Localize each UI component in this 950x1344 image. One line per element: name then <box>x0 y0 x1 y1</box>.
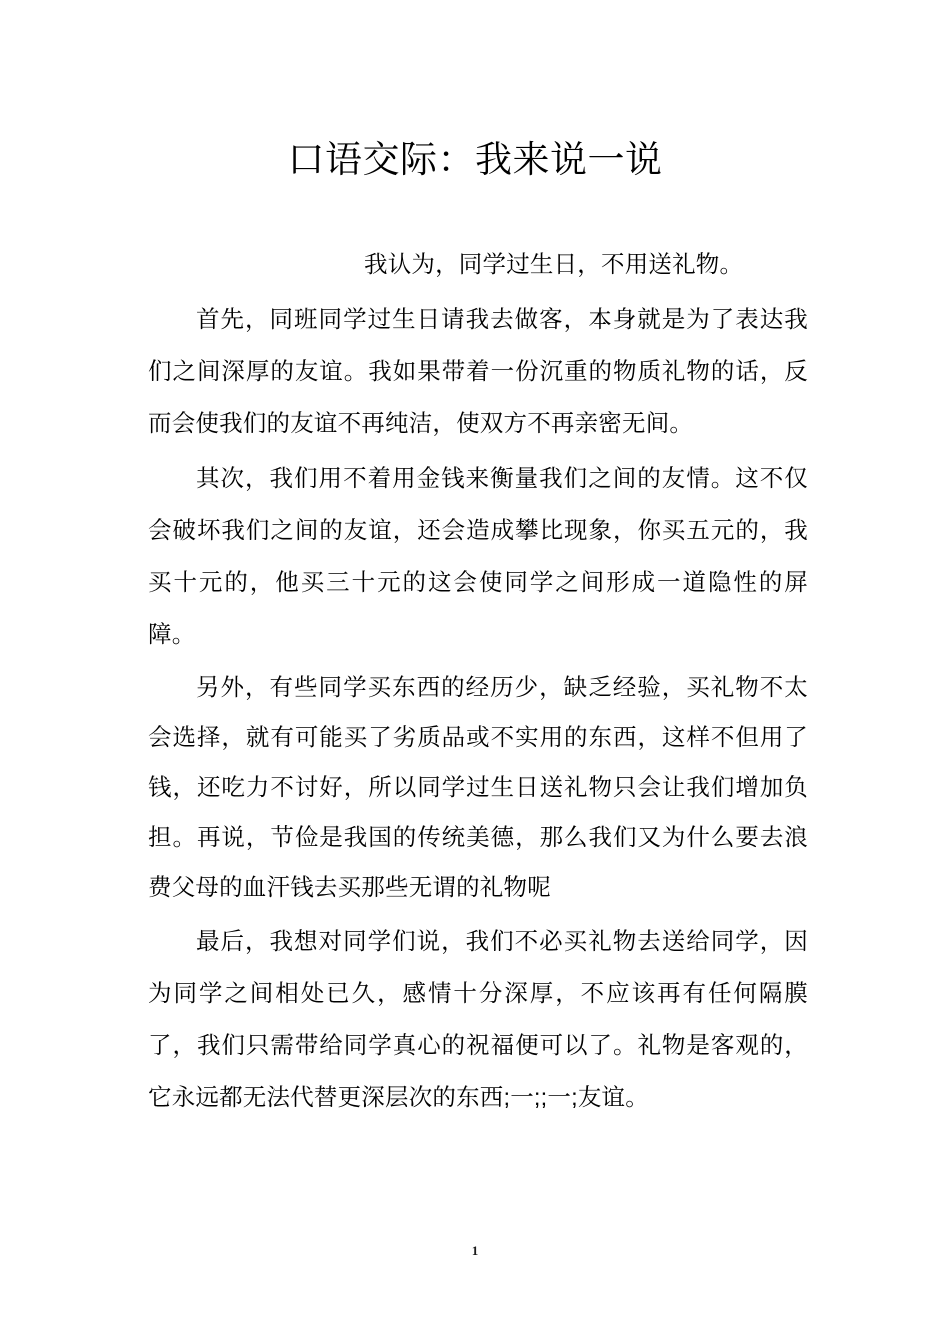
paragraph-first-point: 首先，同班同学过生日请我去做客，本身就是为了表达我们之间深厚的友谊。我如果带着一份沉重的物质礼物的话，反而会使我们的友谊不再纯洁，使双方不再亲密无间。 <box>148 306 808 436</box>
paragraph-thesis: 我认为，同学过生日，不用送礼物。 <box>364 251 744 277</box>
document-body <box>148 238 808 1123</box>
paragraph-third-point: 另外，有些同学买东西的经历少，缺乏经验，买礼物不太会选择，就有可能买了劣质品或不实用的东西，这样不但用了钱，还吃力不讨好，所以同学过生日送礼物只会让我们增加负担。再说，节俭是我国的传统美德，那么我们又为什么要去浪费父母的血汗钱去买那些无谓的礼物呢 <box>148 674 808 900</box>
paragraph-second-point: 其次，我们用不着用金钱来衡量我们之间的友情。这不仅会破坏我们之间的友谊，还会造成攀比现象，你买五元的，我买十元的，他买三十元的这会使同学之间形成一道隐性的屏障。 <box>148 465 808 647</box>
page-title: 口语交际：我来说一说 <box>287 138 663 180</box>
paragraph-conclusion: 最后，我想对同学们说，我们不必买礼物去送给同学，因为同学之间相处已久，感情十分深厚，不应该再有任何隔膜了，我们只需带给同学真心的祝福便可以了。礼物是客观的，它永远都无法代替更深层次的东西;一;;一;友谊。 <box>148 928 808 1110</box>
page-number: 1 <box>471 1243 479 1258</box>
